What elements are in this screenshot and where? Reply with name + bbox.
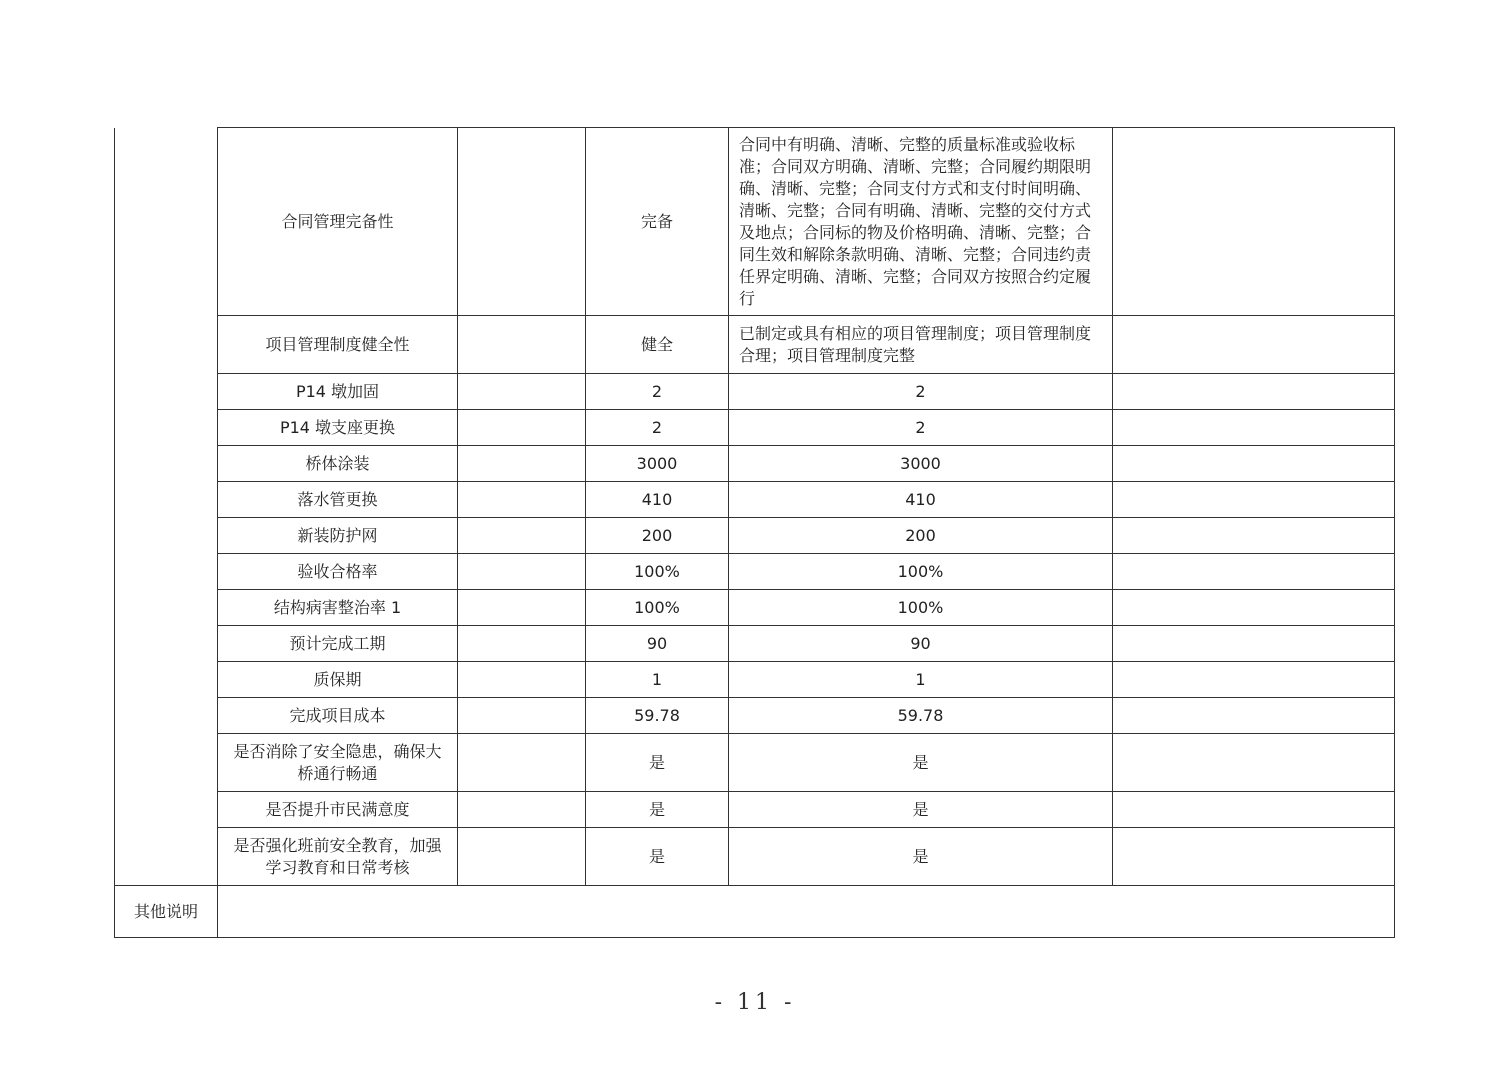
indicator-cell: 完成项目成本 xyxy=(218,698,458,734)
indicator-cell: 是否提升市民满意度 xyxy=(218,792,458,828)
target-cell: 2 xyxy=(586,410,729,446)
table-row xyxy=(115,518,1395,554)
target-cell: 1 xyxy=(586,662,729,698)
actual-cell: 合同中有明确、清晰、完整的质量标准或验收标准；合同双方明确、清晰、完整；合同履约期限明确、清晰、完整；合同支付方式和支付时间明确、清晰、完整；合同有明确、清晰、完整的交付方式及地点；合同标的物及价格明确、清晰、完整；合同生效和解除条款明确、清晰、完整；合同违约责任界定明确、清晰、完整；合同双方按照合约定履行 xyxy=(729,128,1113,316)
table-row xyxy=(115,590,1395,626)
actual-cell: 100% xyxy=(729,590,1113,626)
table-row xyxy=(115,828,1395,886)
target-cell: 健全 xyxy=(586,316,729,374)
target-cell: 是 xyxy=(586,792,729,828)
weight-cell xyxy=(458,482,586,518)
table-row xyxy=(115,482,1395,518)
indicator-cell: 是否强化班前安全教育，加强学习教育和日常考核 xyxy=(218,828,458,886)
table-row xyxy=(115,316,1395,374)
other-notes-label: 其他说明 xyxy=(115,886,218,938)
remark-cell xyxy=(1113,518,1395,554)
weight-cell xyxy=(458,410,586,446)
remark-cell xyxy=(1113,410,1395,446)
weight-cell xyxy=(458,626,586,662)
indicator-cell: 结构病害整治率 1 xyxy=(218,590,458,626)
target-cell: 3000 xyxy=(586,446,729,482)
remark-cell xyxy=(1113,590,1395,626)
actual-cell: 是 xyxy=(729,734,1113,792)
indicator-cell: P14 墩加固 xyxy=(218,374,458,410)
weight-cell xyxy=(458,128,586,316)
actual-cell: 3000 xyxy=(729,446,1113,482)
table-row xyxy=(115,734,1395,792)
weight-cell xyxy=(458,518,586,554)
remark-cell xyxy=(1113,316,1395,374)
remark-cell xyxy=(1113,128,1395,316)
actual-cell: 2 xyxy=(729,374,1113,410)
table-row xyxy=(115,662,1395,698)
table-row xyxy=(115,128,1395,316)
remark-cell xyxy=(1113,662,1395,698)
target-cell: 100% xyxy=(586,590,729,626)
actual-cell: 90 xyxy=(729,626,1113,662)
indicator-cell: 验收合格率 xyxy=(218,554,458,590)
target-cell: 410 xyxy=(586,482,729,518)
indicator-cell: 落水管更换 xyxy=(218,482,458,518)
actual-cell: 1 xyxy=(729,662,1113,698)
indicator-cell: 桥体涂装 xyxy=(218,446,458,482)
actual-cell: 59.78 xyxy=(729,698,1113,734)
remark-cell xyxy=(1113,626,1395,662)
target-cell: 是 xyxy=(586,734,729,792)
actual-cell: 410 xyxy=(729,482,1113,518)
remark-cell xyxy=(1113,828,1395,886)
weight-cell xyxy=(458,316,586,374)
target-cell: 2 xyxy=(586,374,729,410)
weight-cell xyxy=(458,662,586,698)
target-cell: 100% xyxy=(586,554,729,590)
remark-cell xyxy=(1113,734,1395,792)
remark-cell xyxy=(1113,792,1395,828)
indicator-cell: 是否消除了安全隐患，确保大桥通行畅通 xyxy=(218,734,458,792)
page-number: - 11 - xyxy=(714,990,796,1015)
actual-cell: 2 xyxy=(729,410,1113,446)
target-cell: 90 xyxy=(586,626,729,662)
weight-cell xyxy=(458,446,586,482)
indicator-cell: 预计完成工期 xyxy=(218,626,458,662)
target-cell: 59.78 xyxy=(586,698,729,734)
remark-cell xyxy=(1113,482,1395,518)
actual-cell: 200 xyxy=(729,518,1113,554)
table-row xyxy=(115,626,1395,662)
indicator-cell: P14 墩支座更换 xyxy=(218,410,458,446)
table-row xyxy=(115,554,1395,590)
weight-cell xyxy=(458,828,586,886)
target-cell: 完备 xyxy=(586,128,729,316)
target-cell: 是 xyxy=(586,828,729,886)
indicator-cell: 合同管理完备性 xyxy=(218,128,458,316)
weight-cell xyxy=(458,374,586,410)
table-row xyxy=(115,374,1395,410)
indicator-cell: 项目管理制度健全性 xyxy=(218,316,458,374)
actual-cell: 已制定或具有相应的项目管理制度；项目管理制度合理；项目管理制度完整 xyxy=(729,316,1113,374)
remark-cell xyxy=(1113,374,1395,410)
weight-cell xyxy=(458,554,586,590)
indicator-cell: 质保期 xyxy=(218,662,458,698)
table-row xyxy=(115,410,1395,446)
other-notes-value xyxy=(218,886,1395,938)
table-row xyxy=(115,446,1395,482)
weight-cell xyxy=(458,734,586,792)
indicator-cell: 新装防护网 xyxy=(218,518,458,554)
table-row xyxy=(115,792,1395,828)
table-row-other-notes xyxy=(115,886,1395,938)
actual-cell: 100% xyxy=(729,554,1113,590)
weight-cell xyxy=(458,792,586,828)
remark-cell xyxy=(1113,698,1395,734)
weight-cell xyxy=(458,698,586,734)
remark-cell xyxy=(1113,554,1395,590)
actual-cell: 是 xyxy=(729,792,1113,828)
table-row xyxy=(115,698,1395,734)
weight-cell xyxy=(458,590,586,626)
category-cell xyxy=(115,128,218,886)
performance-indicator-table xyxy=(114,127,1395,938)
actual-cell: 是 xyxy=(729,828,1113,886)
remark-cell xyxy=(1113,446,1395,482)
target-cell: 200 xyxy=(586,518,729,554)
